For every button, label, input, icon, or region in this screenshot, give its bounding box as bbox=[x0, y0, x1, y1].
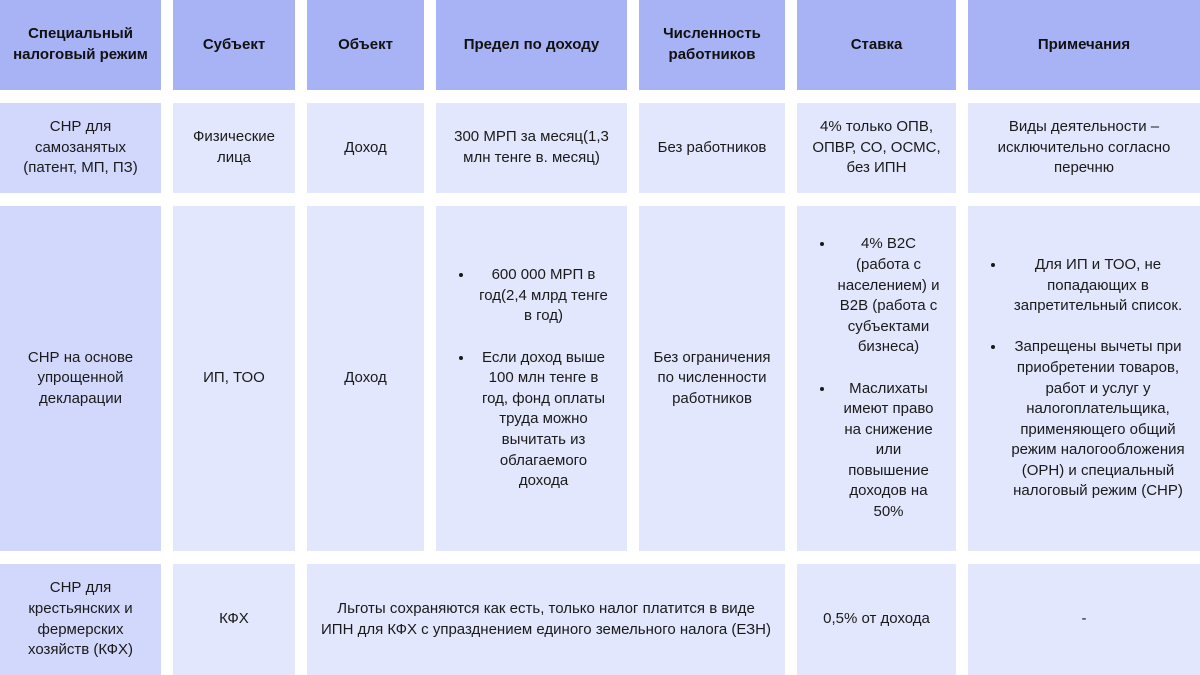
row3-subject: КФХ bbox=[173, 564, 295, 675]
row1-rate: 4% только ОПВ, ОПВР, СО, ОСМС, без ИПН bbox=[797, 103, 956, 193]
row1-subject: Физические лица bbox=[173, 103, 295, 193]
row3-regime: СНР для крестьянских и фермерских хозяйств (КФХ) bbox=[0, 564, 161, 675]
row2-notes bbox=[968, 206, 1200, 551]
row2-rate bbox=[797, 206, 956, 551]
row2-rate-item: • 4% B2C (работа с населением) и B2B (работа с субъектами бизнеса) bbox=[835, 234, 942, 358]
row2-object: Доход bbox=[307, 206, 424, 551]
row2-limit-item: • Если доход выше 100 млн тенге в год, фонд оплаты труда можно вычитать из облагаемого дохода bbox=[474, 348, 613, 492]
header-employees: Численность работников bbox=[639, 0, 785, 90]
row2-notes-item: • Для ИП и ТОО, не попадающих в запретительный список. bbox=[1006, 255, 1190, 317]
row1-regime: СНР для самозанятых (патент, МП, ПЗ) bbox=[0, 103, 161, 193]
row1-income-limit: 300 МРП за месяц(1,3 млн тенге в. месяц) bbox=[436, 103, 627, 193]
header-subject: Субъект bbox=[173, 0, 295, 90]
header-income-limit: Предел по доходу bbox=[436, 0, 627, 90]
row3-rate: 0,5% от дохода bbox=[797, 564, 956, 675]
row1-object: Доход bbox=[307, 103, 424, 193]
row2-income-limit bbox=[436, 206, 627, 551]
row2-subject: ИП, ТОО bbox=[173, 206, 295, 551]
row2-limit-item: • 600 000 МРП в год(2,4 млрд тенге в год) bbox=[474, 265, 613, 327]
row2-notes-item: • Запрещены вычеты при приобретении товаров, работ и услуг у налогоплательщика, применяющего общий режим налогообложения (ОРН) и специальный налоговый режим (СНР) bbox=[1006, 337, 1190, 502]
row3-merged-description: Льготы сохраняются как есть, только налог платится в виде ИПН для КФХ с упразднением единого земельного налога (ЕЗН) bbox=[307, 564, 785, 675]
row2-regime: СНР на основе упрощенной декларации bbox=[0, 206, 161, 551]
row1-notes: Виды деятельности – исключительно согласно перечню bbox=[968, 103, 1200, 193]
row2-employees: Без ограничения по численности работников bbox=[639, 206, 785, 551]
row3-notes: - bbox=[968, 564, 1200, 675]
header-notes: Примечания bbox=[968, 0, 1200, 90]
header-object: Объект bbox=[307, 0, 424, 90]
row2-rate-item: • Маслихаты имеют право на снижение или повышение доходов на 50% bbox=[835, 379, 942, 523]
header-rate: Ставка bbox=[797, 0, 956, 90]
header-regime: Специальный налоговый режим bbox=[0, 0, 161, 90]
row1-employees: Без работников bbox=[639, 103, 785, 193]
